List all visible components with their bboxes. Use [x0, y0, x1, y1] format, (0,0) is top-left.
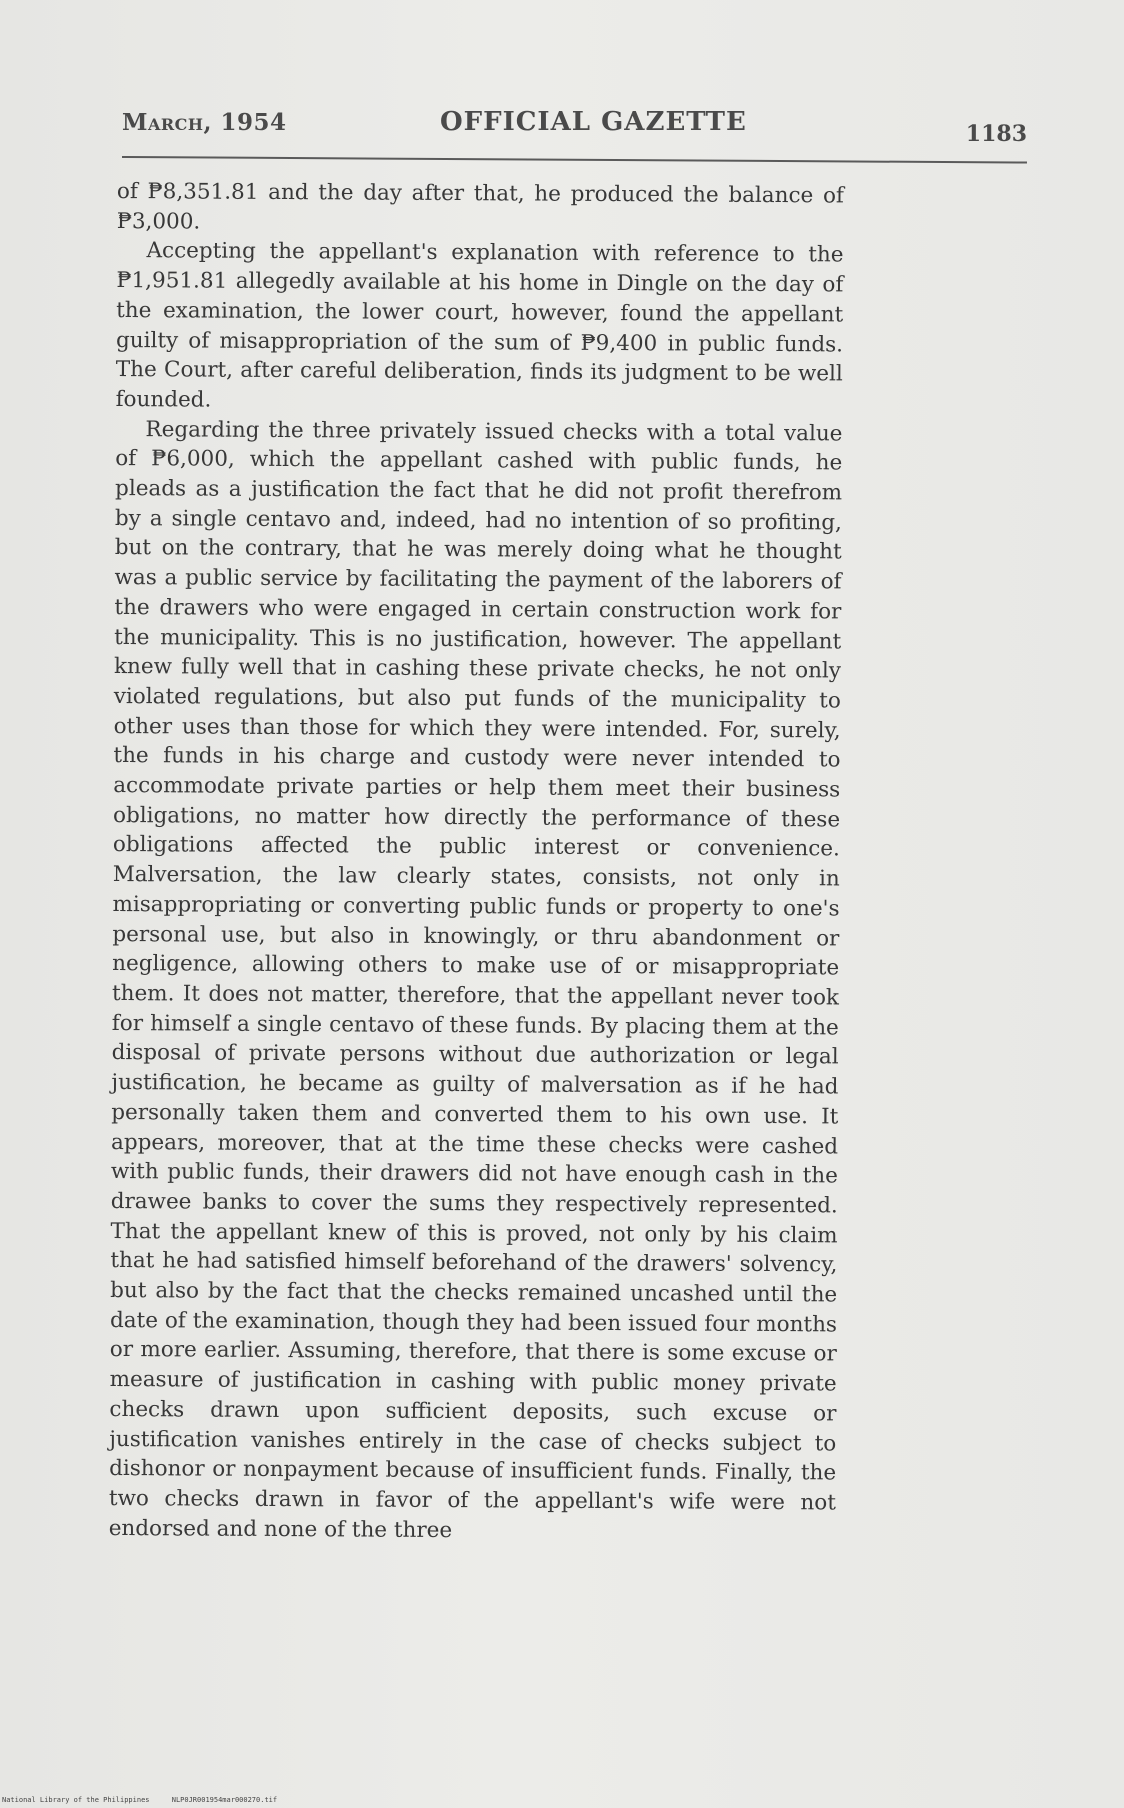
publication-title: OFFICIAL GAZETTE: [440, 107, 747, 137]
paragraph-continuation: of ₱8,351.81 and the day after that, he produced the balance of ₱3,000.: [116, 178, 844, 235]
paragraph: Regarding the three privately issued checks with a total value of ₱6,000, which the appellant cashed with public funds, he pleads as a justification the fact that he did not profit therefrom by a single centavo and, indeed, had no intention of so profiting, but on the contrary, that he was merely doing what he thought was a public service by facilitating the payment of the laborers of the drawers who were engaged in certain construction work for the municipality. This is no justification, however. The appellant knew fully well that in cashing these private checks, he not only violated regulations, but also put funds of the municipality to other uses than those for which they were intended. For, surely, the funds in his charge and custody were never intended to accommodate private parties or help them meet their business obligations, no matter how directly the performance of these obligations affected the public interest or convenience. Malversation, the law clearly states, consists, not only in misappropriating or converting public funds or property to one's personal use, but also in knowingly, or thru abandonment or negligence, allowing others to make use of or misappropriate them. It does not matter, therefore, that the appellant never took for himself a single centavo of these funds. By placing them at the disposal of private persons without due authorization or legal justification, he became as guilty of malversation as if he had personally taken them and converted them to his own use. It appears, moreover, that at the time these checks were cashed with public funds, their drawers did not have enough cash in the drawee banks to cover the sums they respectively represented. That the appellant knew of this is proved, not only by his claim that he had satisfied himself beforehand of the drawers' solvency, but also by the fact that the checks remained uncashed until the date of the examination, though they had been issued four months or more earlier. Assuming, therefore, that there is some excuse or measure of justification in cashing with public money private checks drawn upon sufficient deposits, such excuse or justification vanishes entirely in the case of checks subject to dishonor or nonpayment because of insufficient funds. Finally, the two checks drawn in favor of the appellant's wife were not endorsed and none of the three: [108, 416, 843, 1543]
header-rule: [122, 156, 1027, 164]
header-date: March, 1954: [122, 109, 287, 136]
page-number: 1183: [965, 121, 1027, 147]
footer-source: National Library of the Philippines: [2, 1796, 150, 1804]
scan-footer: [2, 1796, 295, 1804]
body-text: [109, 177, 844, 1548]
footer-filename: NLP0JR001954mar000270.tif: [171, 1796, 278, 1804]
paragraph: Accepting the appellant's explanation with reference to the ₱1,951.81 allegedly available at his home in Dingle on the day of the examination, the lower court, however, found the appellant guilty of misappropriation of the sum of ₱9,400 in public funds. The Court, after careful deliberation, finds its judgment to be well founded.: [115, 238, 844, 413]
page-header: [122, 103, 1027, 151]
